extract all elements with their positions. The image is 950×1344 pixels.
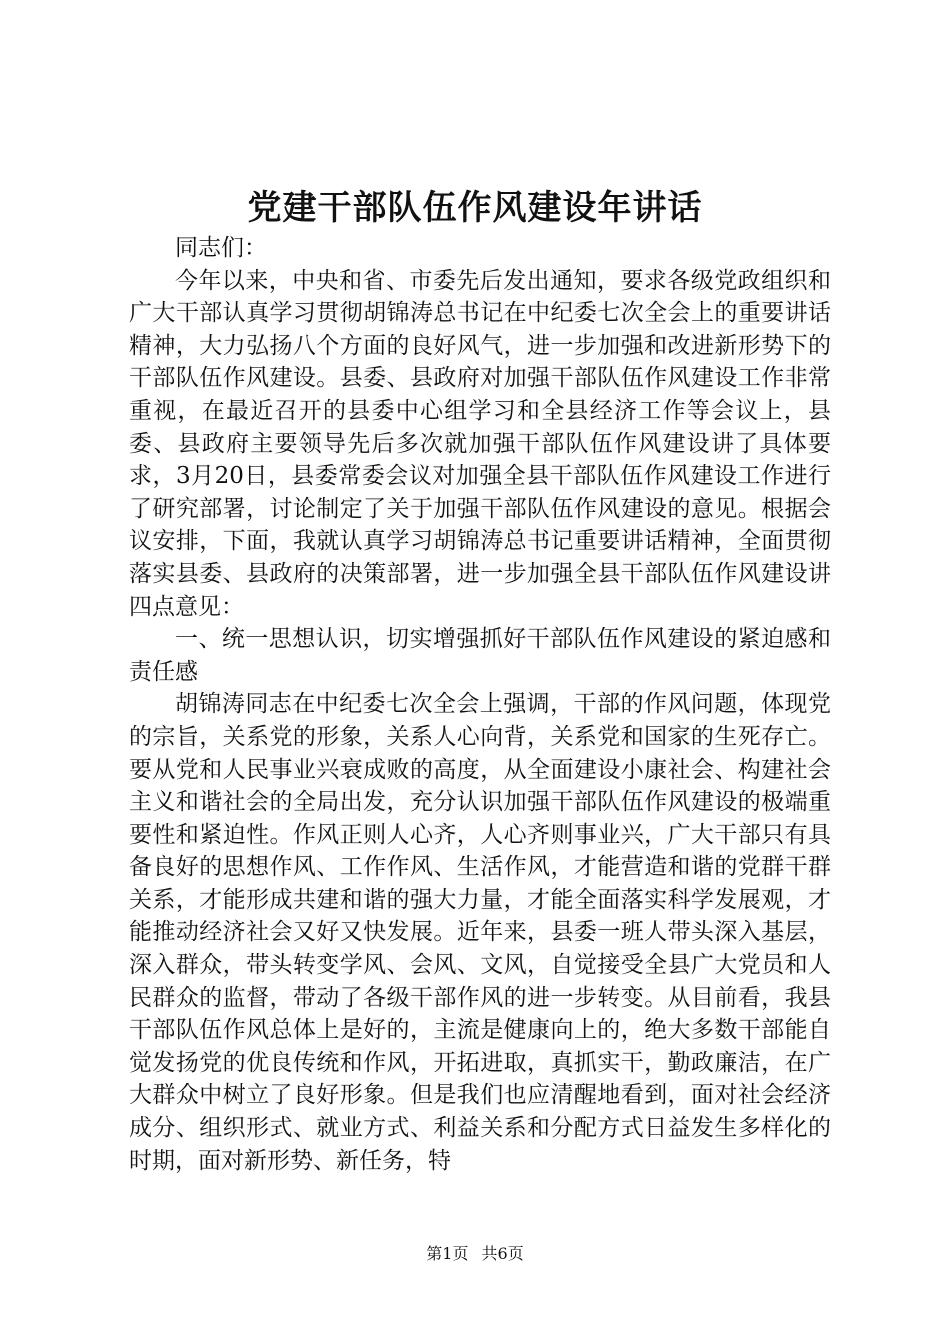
body-paragraph: 胡锦涛同志在中纪委七次全会上强调，干部的作风问题，体现党的宗旨，关系党的形象，关系人心向背，关系党和国家的生死存亡。要从党和人民事业兴衰成败的高度，从全面建设小康社会、构建社会主义和谐社会的全局出发，充分认识加强干部队伍作风建设的极端重要性和紧迫性。作风正则人心齐，人心齐则事业兴，广大干部只有具备良好的思想作风、工作作风、生活作风，才能营造和谐的党群干群关系，才能形成共建和谐的强大力量，才能全面落实科学发展观，才能推动经济社会又好又快发展。近年来，县委一班人带头深入基层，深入群众，带头转变学风、会风、文风，自觉接受全县广大党员和人民群众的监督，带动了各级干部作风的进一步转变。从目前看，我县干部队伍作风总体上是好的，主流是健康向上的，绝大多数干部能自觉发扬党的优良传统和作风，开拓进取，真抓实干，勤政廉洁，在广大群众中树立了良好形象。但是我们也应清醒地看到，面对社会经济成分、组织形式、就业方式、利益关系和分配方式日益发生多样化的时期，面对新形势、新任务，特 (129, 691, 831, 1174)
page-total: 共6页 (481, 1244, 524, 1263)
document-title: 党建干部队伍作风建设年讲话 (247, 188, 703, 228)
page-number: 第1页 (426, 1244, 469, 1263)
page-footer (0, 1244, 950, 1264)
body-paragraph: 今年以来，中央和省、市委先后发出通知，要求各级党政组织和广大干部认真学习贯彻胡锦涛总书记在中纪委七次全会上的重要讲话精神，大力弘扬八个方面的良好风气，进一步加强和改进新形势下的干部队伍作风建设。县委、县政府对加强干部队伍作风建设工作非常重视，在最近召开的县委中心组学习和全县经济工作等会议上，县委、县政府主要领导先后多次就加强干部队伍作风建设讲了具体要求，3月20日，县委常委会议对加强全县干部队伍作风建设工作进行了研究部署，讨论制定了关于加强干部队伍作风建设的意见。根据会议安排，下面，我就认真学习胡锦涛总书记重要讲话精神，全面贯彻落实县委、县政府的决策部署，进一步加强全县干部队伍作风建设讲四点意见： (129, 267, 831, 620)
greeting-paragraph: 同志们： (175, 235, 267, 261)
section-heading-paragraph: 一、统一思想认识，切实增强抓好干部队伍作风建设的紧迫感和责任感 (129, 626, 831, 685)
document-body (129, 232, 831, 1177)
